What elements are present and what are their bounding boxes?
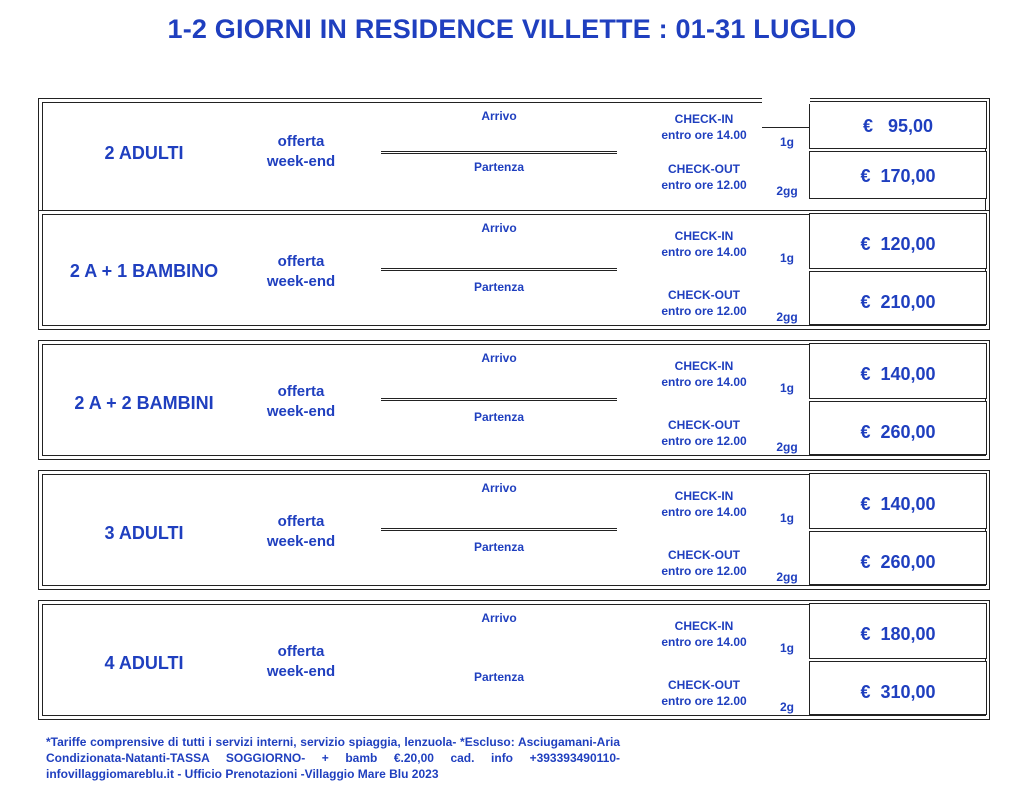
offer-label: offerta week-end [266, 513, 336, 550]
price-box-2 [809, 151, 987, 199]
price-2: € 310,00 [860, 682, 936, 702]
duration-2: 2gg [776, 570, 798, 584]
departure-label: Partenza [473, 670, 525, 684]
price-2: € 210,00 [860, 292, 936, 312]
offer-label: offerta week-end [266, 253, 336, 290]
package-row [38, 98, 990, 218]
price-1: € 140,00 [860, 494, 936, 514]
arrival-label: Arrivo [481, 109, 517, 123]
departure-label: Partenza [473, 160, 525, 174]
package-row [38, 210, 990, 330]
duration-1: 1g [779, 381, 794, 395]
price-box-2 [809, 401, 987, 455]
guest-count: 3 ADULTI [104, 523, 184, 543]
checkout-info: CHECK-OUT entro ore 12.00 [661, 418, 747, 448]
offer-label: offerta week-end [266, 133, 336, 170]
arrival-label: Arrivo [481, 481, 517, 495]
departure-label: Partenza [473, 410, 525, 424]
date-line [381, 398, 617, 401]
duration-2: 2gg [776, 310, 798, 324]
price-box-2 [809, 531, 987, 585]
duration-1: 1g [779, 511, 794, 525]
arrival-label: Arrivo [481, 351, 517, 365]
price-box-1 [809, 343, 987, 399]
price-2: € 260,00 [860, 552, 936, 572]
package-row [38, 340, 990, 460]
departure-label: Partenza [473, 540, 525, 554]
offer-label: offerta week-end [266, 383, 336, 420]
departure-label: Partenza [473, 280, 525, 294]
duration-1: 1g [779, 135, 794, 149]
date-line [381, 528, 617, 531]
package-row [38, 600, 990, 720]
price-2: € 260,00 [860, 422, 936, 442]
price-1: € 120,00 [860, 234, 936, 254]
price-box-1 [809, 473, 987, 529]
date-line [381, 151, 617, 154]
checkout-info: CHECK-OUT entro ore 12.00 [661, 548, 747, 578]
checkout-info: CHECK-OUT entro ore 12.00 [661, 162, 747, 192]
arrival-label: Arrivo [481, 611, 517, 625]
price-1: € 140,00 [860, 364, 936, 384]
offer-label: offerta week-end [266, 643, 336, 680]
checkin-info: CHECK-IN entro ore 14.00 [661, 359, 747, 389]
date-line [381, 268, 617, 271]
duration-1: 1g [779, 251, 794, 265]
price-box-1 [809, 603, 987, 659]
duration-2: 2gg [776, 184, 798, 198]
price-box-1 [809, 213, 987, 269]
checkout-info: CHECK-OUT entro ore 12.00 [661, 288, 747, 318]
checkin-info: CHECK-IN entro ore 14.00 [661, 229, 747, 259]
price-2: € 170,00 [860, 166, 936, 186]
page-title: 1-2 GIORNI IN RESIDENCE VILLETTE : 01-31 LUGLIO [167, 14, 857, 44]
price-box-2 [809, 661, 987, 715]
checkout-info: CHECK-OUT entro ore 12.00 [661, 678, 747, 708]
price-box-2 [809, 271, 987, 325]
footer-note: *Tariffe comprensive di tutti i servizi interni, servizio spiaggia, lenzuola- *Escluso: Asciugamani-Aria Condizionata-Natanti-TASSA SOGGIORNO- + bamb €.20,00 cad. info +393393490110-infovillaggiomareblu.it - Ufficio Prenotazioni -Villaggio Mare Blu 2023 [46, 735, 620, 781]
guest-count: 2 A + 2 BAMBINI [74, 393, 214, 413]
checkin-info: CHECK-IN entro ore 14.00 [661, 619, 747, 649]
checkin-info: CHECK-IN entro ore 14.00 [661, 489, 747, 519]
package-row [38, 470, 990, 590]
duration-2: 2g [779, 700, 794, 714]
guest-count: 2 ADULTI [104, 143, 184, 163]
guest-count: 4 ADULTI [104, 653, 184, 673]
duration-1: 1g [779, 641, 794, 655]
price-box-1 [809, 101, 987, 149]
duration-2: 2gg [776, 440, 798, 454]
checkin-info: CHECK-IN entro ore 14.00 [661, 112, 747, 142]
price-1: € 95,00 [862, 116, 934, 136]
price-1: € 180,00 [860, 624, 936, 644]
guest-count: 2 A + 1 BAMBINO [69, 261, 219, 281]
arrival-label: Arrivo [481, 221, 517, 235]
